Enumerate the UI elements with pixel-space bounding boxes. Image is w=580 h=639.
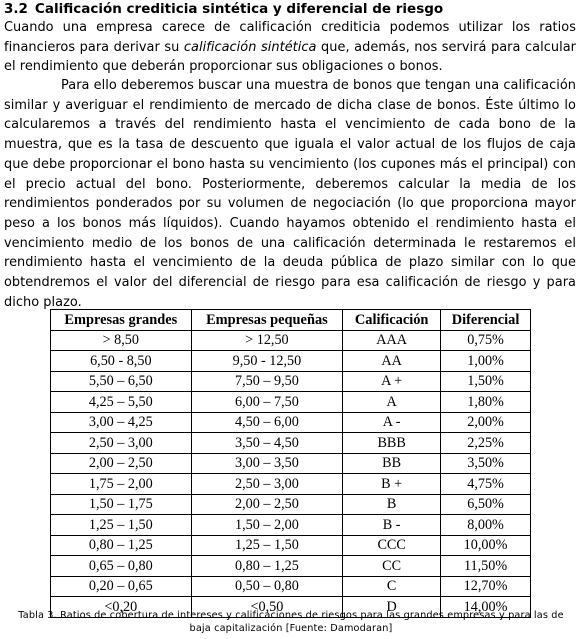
- intro-italic-term: calificación sintética: [183, 39, 317, 55]
- table-row: [51, 351, 531, 372]
- cell-small-firms: 6,00 – 7,50: [191, 392, 343, 413]
- table-row: [51, 433, 531, 454]
- cell-rating: D: [343, 597, 441, 618]
- caption-line-2: baja capitalización [Fuente: Damodaran]: [189, 623, 393, 634]
- cell-large-firms: 0,20 – 0,65: [51, 576, 192, 597]
- cell-spread: 1,50%: [441, 371, 531, 392]
- cell-large-firms: > 8,50: [51, 330, 192, 351]
- cell-spread: 14,00%: [441, 597, 531, 618]
- cell-large-firms: 0,80 – 1,25: [51, 535, 192, 556]
- cell-spread: 12,70%: [441, 576, 531, 597]
- method-paragraph: Para ello deberemos buscar una muestra de bonos que tengan una calificación similar y averiguar el rendimiento de mercado de dicha clase de bonos. Éste último lo calcularemos a través del rendimiento hasta el vencimiento de cada bono de la muestra, que es la tasa de descuento que iguala el valor actual de los flujos de caja que debe proporcionar el bono hasta su vencimiento (los cupones más el principal) con el precio actual del bono. Posteriormente, deberemos calcular la media de los rendimientos ponderados por su volumen de negociación (lo que proporciona mayor peso a los bonos más líquidos). Cuando hayamos obtenido el rendimiento hasta el vencimiento medio de los bonos de una calificación determinada le restaremos el rendimiento hasta el vencimiento de la deuda pública de plazo similar con lo que obtendremos el valor del diferencial de riesgo para esa calificación de riesgo y para dicho plazo.: [4, 78, 576, 310]
- table-body: [51, 330, 531, 617]
- cell-small-firms: 2,00 – 2,50: [191, 494, 343, 515]
- cell-rating: B: [343, 494, 441, 515]
- cell-rating: AAA: [343, 330, 441, 351]
- cell-small-firms: 9,50 - 12,50: [191, 351, 343, 372]
- cell-rating: B +: [343, 474, 441, 495]
- cell-spread: 2,00%: [441, 412, 531, 433]
- cell-rating: BB: [343, 453, 441, 474]
- cell-large-firms: 6,50 - 8,50: [51, 351, 192, 372]
- cell-small-firms: > 12,50: [191, 330, 343, 351]
- cell-small-firms: 1,25 – 1,50: [191, 535, 343, 556]
- table-row: [51, 494, 531, 515]
- header-large-firms: Empresas grandes: [51, 310, 192, 331]
- cell-small-firms: 7,50 – 9,50: [191, 371, 343, 392]
- cell-small-firms: 2,50 – 3,00: [191, 474, 343, 495]
- cell-large-firms: 1,75 – 2,00: [51, 474, 192, 495]
- cell-rating: B -: [343, 515, 441, 536]
- cell-rating: CCC: [343, 535, 441, 556]
- cell-small-firms: 1,50 – 2,00: [191, 515, 343, 536]
- intro-paragraph: [4, 18, 576, 77]
- table-row: [51, 330, 531, 351]
- table-row: [51, 412, 531, 433]
- section-number: 3.2: [4, 1, 28, 17]
- cell-large-firms: <0,20: [51, 597, 192, 618]
- table-row: [51, 474, 531, 495]
- caption-line-1: Tabla 3. Ratios de cobertura de intereses y calificaciones de riesgos para las grandes empresas y para las de: [18, 610, 564, 621]
- cell-small-firms: <0,50: [191, 597, 343, 618]
- header-spread: Diferencial: [441, 310, 531, 331]
- cell-rating: AA: [343, 351, 441, 372]
- cell-spread: 0,75%: [441, 330, 531, 351]
- cell-spread: 6,50%: [441, 494, 531, 515]
- table-row: [51, 515, 531, 536]
- table-row: [51, 556, 531, 577]
- cell-large-firms: 1,50 – 1,75: [51, 494, 192, 515]
- cell-rating: A: [343, 392, 441, 413]
- cell-rating: A +: [343, 371, 441, 392]
- cell-large-firms: 3,00 – 4,25: [51, 412, 192, 433]
- cell-spread: 11,50%: [441, 556, 531, 577]
- rating-table: [50, 309, 531, 618]
- cell-rating: BBB: [343, 433, 441, 454]
- intro-text-end: que, además, nos servirá para calcular el rendimiento que deberán proporcionar sus obligaciones o bonos.: [4, 39, 576, 75]
- header-small-firms: Empresas pequeñas: [191, 310, 343, 331]
- header-rating: Calificación: [343, 310, 441, 331]
- intro-text-start: Cuando una empresa carece de calificación crediticia podemos utilizar los ratios financieros para derivar su: [4, 20, 576, 55]
- cell-spread: 10,00%: [441, 535, 531, 556]
- cell-small-firms: 3,00 – 3,50: [191, 453, 343, 474]
- cell-spread: 1,80%: [441, 392, 531, 413]
- cell-spread: 4,75%: [441, 474, 531, 495]
- cell-small-firms: 0,50 – 0,80: [191, 576, 343, 597]
- cell-small-firms: 4,50 – 6,00: [191, 412, 343, 433]
- section-heading: [4, 0, 443, 19]
- cell-large-firms: 5,50 – 6,50: [51, 371, 192, 392]
- cell-large-firms: 2,50 – 3,00: [51, 433, 192, 454]
- cell-small-firms: 3,50 – 4,50: [191, 433, 343, 454]
- table-row: [51, 535, 531, 556]
- table-row: [51, 453, 531, 474]
- section-title: Calificación crediticia sintética y diferencial de riesgo: [34, 1, 444, 17]
- table-caption: [4, 609, 578, 635]
- cell-large-firms: 2,00 – 2,50: [51, 453, 192, 474]
- cell-large-firms: 4,25 – 5,50: [51, 392, 192, 413]
- cell-large-firms: 1,25 – 1,50: [51, 515, 192, 536]
- cell-rating: A -: [343, 412, 441, 433]
- cell-spread: 1,00%: [441, 351, 531, 372]
- cell-rating: CC: [343, 556, 441, 577]
- cell-small-firms: 0,80 – 1,25: [191, 556, 343, 577]
- cell-spread: 3,50%: [441, 453, 531, 474]
- table-header-row: [51, 310, 531, 331]
- table-row: [51, 576, 531, 597]
- cell-rating: C: [343, 576, 441, 597]
- cell-spread: 8,00%: [441, 515, 531, 536]
- table-row: [51, 371, 531, 392]
- table-row: [51, 392, 531, 413]
- cell-spread: 2,25%: [441, 433, 531, 454]
- cell-large-firms: 0,65 – 0,80: [51, 556, 192, 577]
